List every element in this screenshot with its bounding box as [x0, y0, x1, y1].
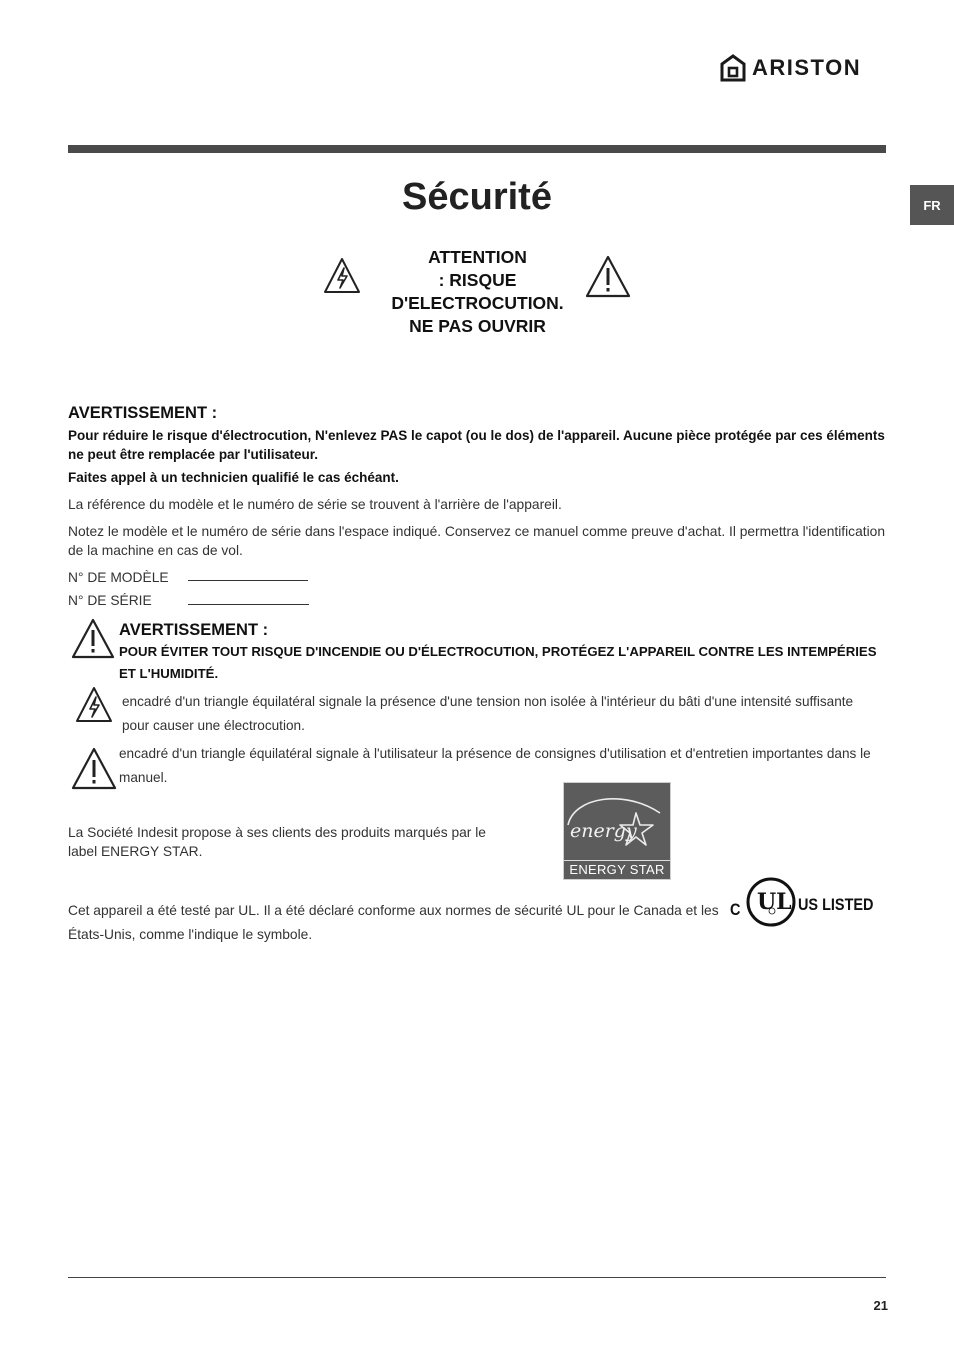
attention-text: ATTENTION : RISQUE D'ELECTROCUTION. NE PAS OUVRIR — [391, 247, 564, 336]
ul-certification-text: Cet appareil a été testé par UL. Il a été déclaré conforme aux normes de sécurité UL pour le Canada et les États-Unis, comme l'indique le symbole. — [68, 903, 719, 942]
brand-logo — [720, 54, 861, 82]
electric-shock-warning-icon — [322, 256, 362, 296]
warning-heading: AVERTISSEMENT : — [119, 621, 269, 639]
house-icon — [720, 54, 746, 82]
serial-number-label: N° DE SÉRIE — [68, 593, 152, 608]
model-location-text: La référence du modèle et le numéro de série se trouvent à l'arrière de l'appareil. — [68, 497, 562, 512]
model-number-label: N° DE MODÈLE — [68, 570, 169, 585]
serial-number-line — [188, 604, 309, 605]
warning-text-technician: Faites appel à un technicien qualifié le cas échéant. — [68, 470, 399, 485]
ul-us-listed: US LISTED — [798, 895, 874, 914]
ul-canada-letter: C — [730, 900, 741, 919]
exclamation-warning-icon — [70, 746, 118, 792]
ul-letters: UL — [757, 889, 792, 915]
exclamation-warning-icon — [584, 254, 632, 300]
energy-script: energy — [570, 820, 637, 842]
ul-listed-mark — [730, 876, 887, 928]
top-rule — [68, 145, 886, 153]
record-serial-text: Notez le modèle et le numéro de série dans l'espace indiqué. Conservez ce manuel comme preuve d'achat. Il permettra l'identification de la machine en cas de vol. — [68, 524, 885, 558]
page-title: Sécurité — [402, 176, 552, 218]
energy-star-icon — [564, 783, 670, 861]
energy-star-text: La Société Indesit propose à ses clients des produits marqués par le label ENERGY STAR. — [68, 825, 486, 859]
exclamation-warning-icon — [70, 617, 116, 661]
shock-symbol-explanation: encadré d'un triangle équilatéral signale la présence d'une tension non isolée à l'intérieur du bâti d'une intensité suffisante pour causer une électrocution. — [122, 694, 854, 733]
electric-shock-warning-icon — [74, 685, 114, 725]
page-number: 21 — [873, 1298, 888, 1313]
brand-name: ARISTON — [752, 55, 862, 80]
weather-warning-text: POUR ÉVITER TOUT RISQUE D'INCENDIE OU D'ÉLECTROCUTION, PROTÉGEZ L'APPAREIL CONTRE LES INTEMPÉRIES ET L'HUMIDITÉ. — [119, 644, 877, 681]
warning-heading: AVERTISSEMENT : — [68, 404, 218, 422]
model-number-line — [188, 580, 308, 581]
ul-circle-icon — [745, 876, 801, 928]
energy-star-label: ENERGY STAR — [564, 860, 670, 879]
warning-text: Pour réduire le risque d'électrocution, N'enlevez PAS le capot (ou le dos) de l'appareil. Aucune pièce protégée par ces éléments ne peut être remplacée par l'utilisateur. — [68, 428, 885, 462]
energy-star-logo — [563, 782, 671, 880]
exclamation-symbol-explanation: encadré d'un triangle équilatéral signale à l'utilisateur la présence de consignes d'utilisation et d'entretien importantes dans le manuel. — [119, 746, 871, 785]
footer-rule — [68, 1277, 886, 1278]
language-tab: FR — [910, 185, 954, 225]
